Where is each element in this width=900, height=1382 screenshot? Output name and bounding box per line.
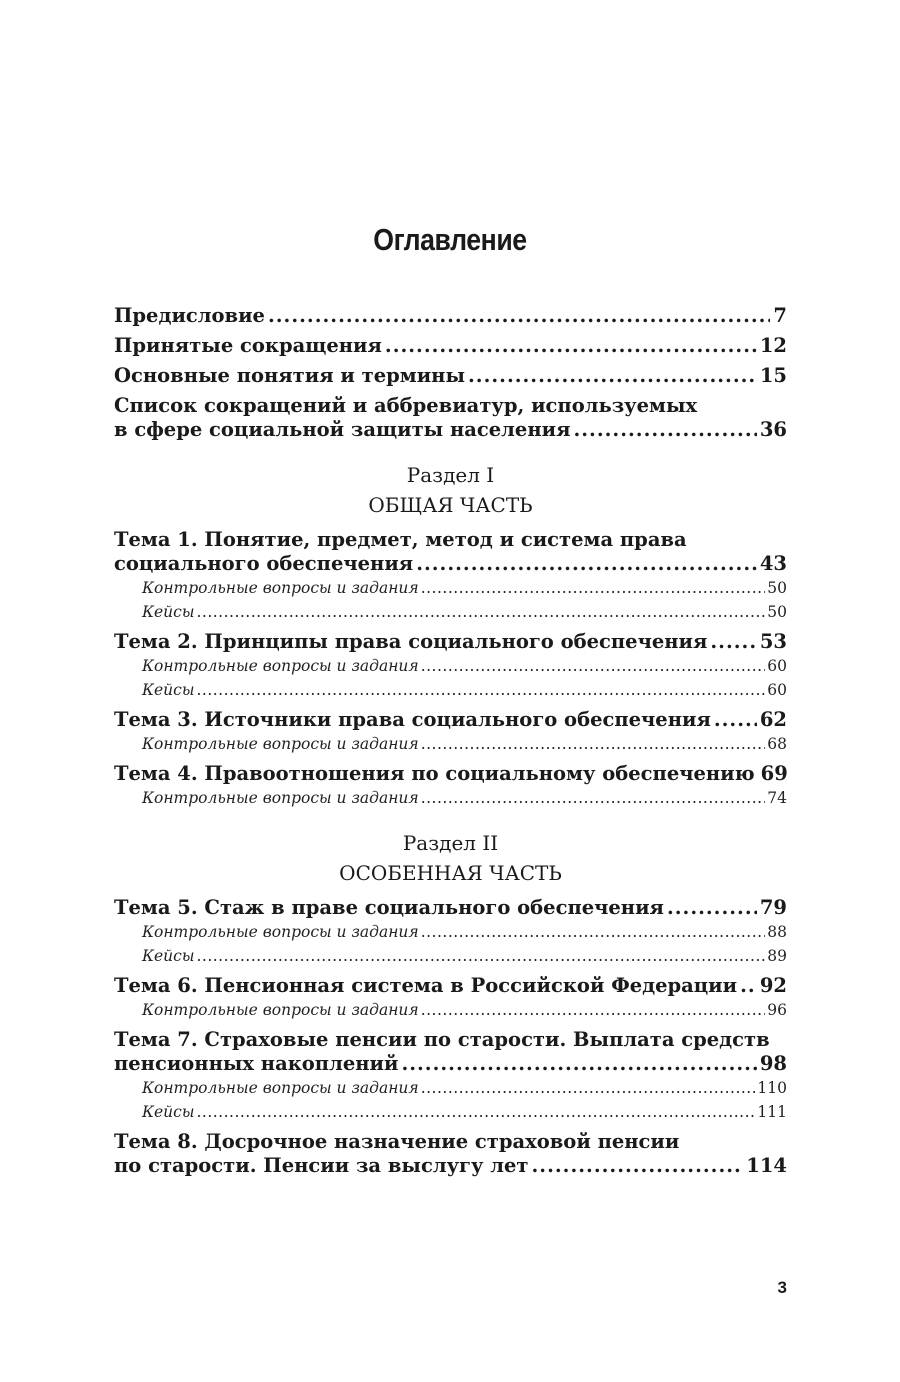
- subentry-page: 60: [767, 657, 787, 675]
- entry-label: Принятые сокращения: [114, 334, 382, 357]
- table-of-contents: [114, 304, 787, 1184]
- subentry-page: 110: [757, 1079, 787, 1097]
- leader-dots: [196, 600, 765, 624]
- topic-label: Тема 6. Пенсионная система в Российской Федерации: [114, 974, 738, 997]
- subentry-page: 111: [757, 1103, 787, 1121]
- section-name: Раздел II: [402, 831, 499, 855]
- subentry-label: Кейсы: [142, 603, 195, 621]
- toc-topic-6[interactable]: [114, 974, 787, 1022]
- toc-subentry[interactable]: [114, 998, 787, 1022]
- topic-label-line1: Тема 1. Понятие, предмет, метод и система права: [114, 528, 687, 551]
- entry-label: Основные понятия и термины: [114, 364, 465, 387]
- leader-dots: [667, 896, 757, 920]
- toc-subentry[interactable]: [114, 654, 787, 678]
- toc-subentry[interactable]: [114, 576, 787, 600]
- subentry-label: Контрольные вопросы и задания: [142, 657, 419, 675]
- topic-label: по старости. Пенсии за выслугу лет: [114, 1154, 529, 1177]
- leader-dots: [268, 304, 770, 328]
- toc-subentry[interactable]: [114, 786, 787, 810]
- entry-page: 7: [773, 304, 787, 327]
- toc-entry-abbreviations[interactable]: [114, 334, 787, 358]
- topic-label: пенсионных накоплений: [114, 1052, 399, 1075]
- toc-subentry[interactable]: [114, 920, 787, 944]
- subentry-label: Контрольные вопросы и задания: [142, 579, 419, 597]
- subentry-label: Кейсы: [142, 681, 195, 699]
- entry-page: 15: [759, 364, 787, 387]
- toc-subentry[interactable]: [114, 1100, 787, 1124]
- subentry-page: 88: [767, 923, 787, 941]
- topic-label: Тема 5. Стаж в праве социального обеспечения: [114, 896, 664, 919]
- toc-subentry[interactable]: [114, 678, 787, 702]
- leader-dots: [468, 364, 757, 388]
- entry-page: 36: [759, 418, 787, 441]
- subentry-page: 96: [767, 1001, 787, 1019]
- subentry-page: 89: [767, 947, 787, 965]
- toc-subentry[interactable]: [114, 600, 787, 624]
- toc-entry-preface[interactable]: [114, 304, 787, 328]
- topic-page: 114: [746, 1154, 787, 1177]
- topic-page: 62: [759, 708, 787, 731]
- leader-dots: [421, 732, 766, 756]
- leader-dots: [196, 944, 765, 968]
- leader-dots: [385, 334, 757, 358]
- topic-page: 92: [759, 974, 787, 997]
- toc-subentry[interactable]: [114, 1076, 787, 1100]
- topic-page: 98: [759, 1052, 787, 1075]
- section-title: ОБЩАЯ ЧАСТЬ: [368, 493, 533, 517]
- subentry-label: Контрольные вопросы и задания: [142, 923, 419, 941]
- leader-dots: [421, 576, 766, 600]
- section-heading-1: [114, 460, 787, 520]
- subentry-page: 68: [767, 735, 787, 753]
- topic-label: социального обеспечения: [114, 552, 414, 575]
- topic-label: Тема 4. Правоотношения по социальному обеспечению: [114, 762, 755, 785]
- leader-dots: [421, 786, 766, 810]
- leader-dots: [421, 654, 766, 678]
- subentry-label: Кейсы: [142, 947, 195, 965]
- leader-dots: [196, 678, 765, 702]
- leader-dots: [421, 920, 766, 944]
- topic-page: 79: [759, 896, 787, 919]
- subentry-label: Контрольные вопросы и задания: [142, 789, 419, 807]
- leader-dots: [416, 552, 757, 576]
- topic-label: Тема 2. Принципы права социального обеспечения: [114, 630, 708, 653]
- topic-page: 43: [759, 552, 787, 575]
- entry-label-line1: Список сокращений и аббревиатур, используемых: [114, 394, 698, 417]
- entry-label: Предисловие: [114, 304, 265, 327]
- subentry-page: 50: [767, 603, 787, 621]
- toc-entry-terms[interactable]: [114, 364, 787, 388]
- subentry-page: 50: [767, 579, 787, 597]
- page-title: Оглавление: [373, 222, 527, 257]
- toc-topic-8[interactable]: [114, 1130, 787, 1178]
- subentry-label: Кейсы: [142, 1103, 195, 1121]
- toc-topic-3[interactable]: [114, 708, 787, 756]
- leader-dots: [573, 418, 756, 442]
- toc-topic-7[interactable]: [114, 1028, 787, 1124]
- toc-topic-1[interactable]: [114, 528, 787, 624]
- toc-subentry[interactable]: [114, 732, 787, 756]
- topic-page: 69: [760, 762, 788, 785]
- section-name: Раздел I: [406, 463, 495, 487]
- entry-page: 12: [759, 334, 787, 357]
- leader-dots: [421, 998, 766, 1022]
- toc-topic-4[interactable]: [114, 762, 787, 810]
- leader-dots: [401, 1052, 756, 1076]
- section-heading-2: [114, 828, 787, 888]
- toc-topic-2[interactable]: [114, 630, 787, 702]
- leader-dots: [532, 1154, 744, 1178]
- page-number: 3: [777, 1278, 787, 1297]
- leader-dots: [421, 1076, 756, 1100]
- topic-label: Тема 3. Источники права социального обеспечения: [114, 708, 711, 731]
- leader-dots: [714, 708, 757, 732]
- toc-topic-5[interactable]: [114, 896, 787, 968]
- topic-page: 53: [759, 630, 787, 653]
- subentry-label: Контрольные вопросы и задания: [142, 1001, 419, 1019]
- subentry-page: 60: [767, 681, 787, 699]
- leader-dots: [710, 630, 756, 654]
- toc-entry-abbreviation-list[interactable]: [114, 394, 787, 442]
- subentry-label: Контрольные вопросы и задания: [142, 1079, 419, 1097]
- subentry-label: Контрольные вопросы и задания: [142, 735, 419, 753]
- subentry-page: 74: [767, 789, 787, 807]
- toc-subentry[interactable]: [114, 944, 787, 968]
- leader-dots: [196, 1100, 755, 1124]
- entry-label: в сфере социальной защиты населения: [114, 418, 571, 441]
- topic-label-line1: Тема 7. Страховые пенсии по старости. Выплата средств: [114, 1028, 770, 1051]
- leader-dots: [740, 974, 757, 998]
- section-title: ОСОБЕННАЯ ЧАСТЬ: [339, 861, 562, 885]
- topic-label-line1: Тема 8. Досрочное назначение страховой пенсии: [114, 1130, 680, 1153]
